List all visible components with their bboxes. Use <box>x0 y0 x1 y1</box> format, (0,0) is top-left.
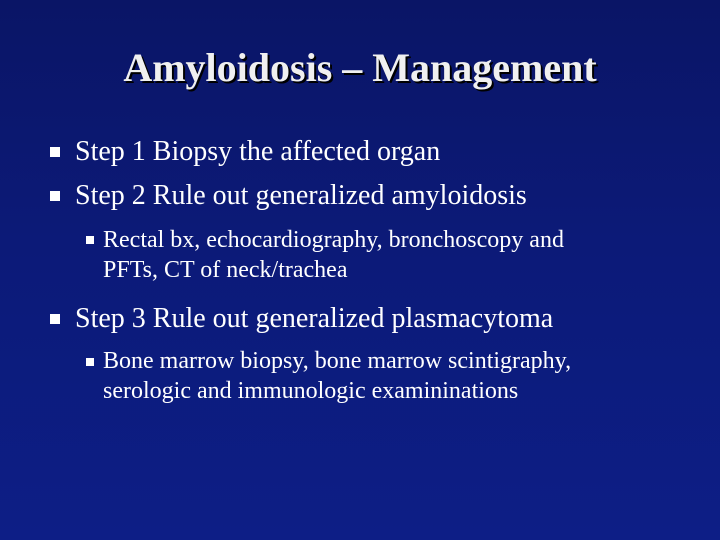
slide-title: Amyloidosis – Management <box>123 45 597 90</box>
bullet-item-step-3: Step 3 Rule out generalized plasmacytoma <box>75 303 554 334</box>
square-bullet-icon <box>86 358 94 366</box>
sub-item-line: Bone marrow biopsy, bone marrow scintigraphy, <box>103 348 572 374</box>
square-bullet-icon <box>50 147 60 157</box>
square-bullet-icon <box>86 236 94 244</box>
bullet-item-step-2: Step 2 Rule out generalized amyloidosis <box>75 180 527 211</box>
bullet-item-step-1: Step 1 Biopsy the affected organ <box>75 136 441 167</box>
square-bullet-icon <box>50 191 60 201</box>
sub-item-line: serologic and immunologic examininations <box>103 378 519 404</box>
square-bullet-icon <box>50 314 60 324</box>
sub-item-line: Rectal bx, echocardiography, bronchoscopy and <box>103 227 564 253</box>
sub-item-line: PFTs, CT of neck/trachea <box>103 257 348 283</box>
